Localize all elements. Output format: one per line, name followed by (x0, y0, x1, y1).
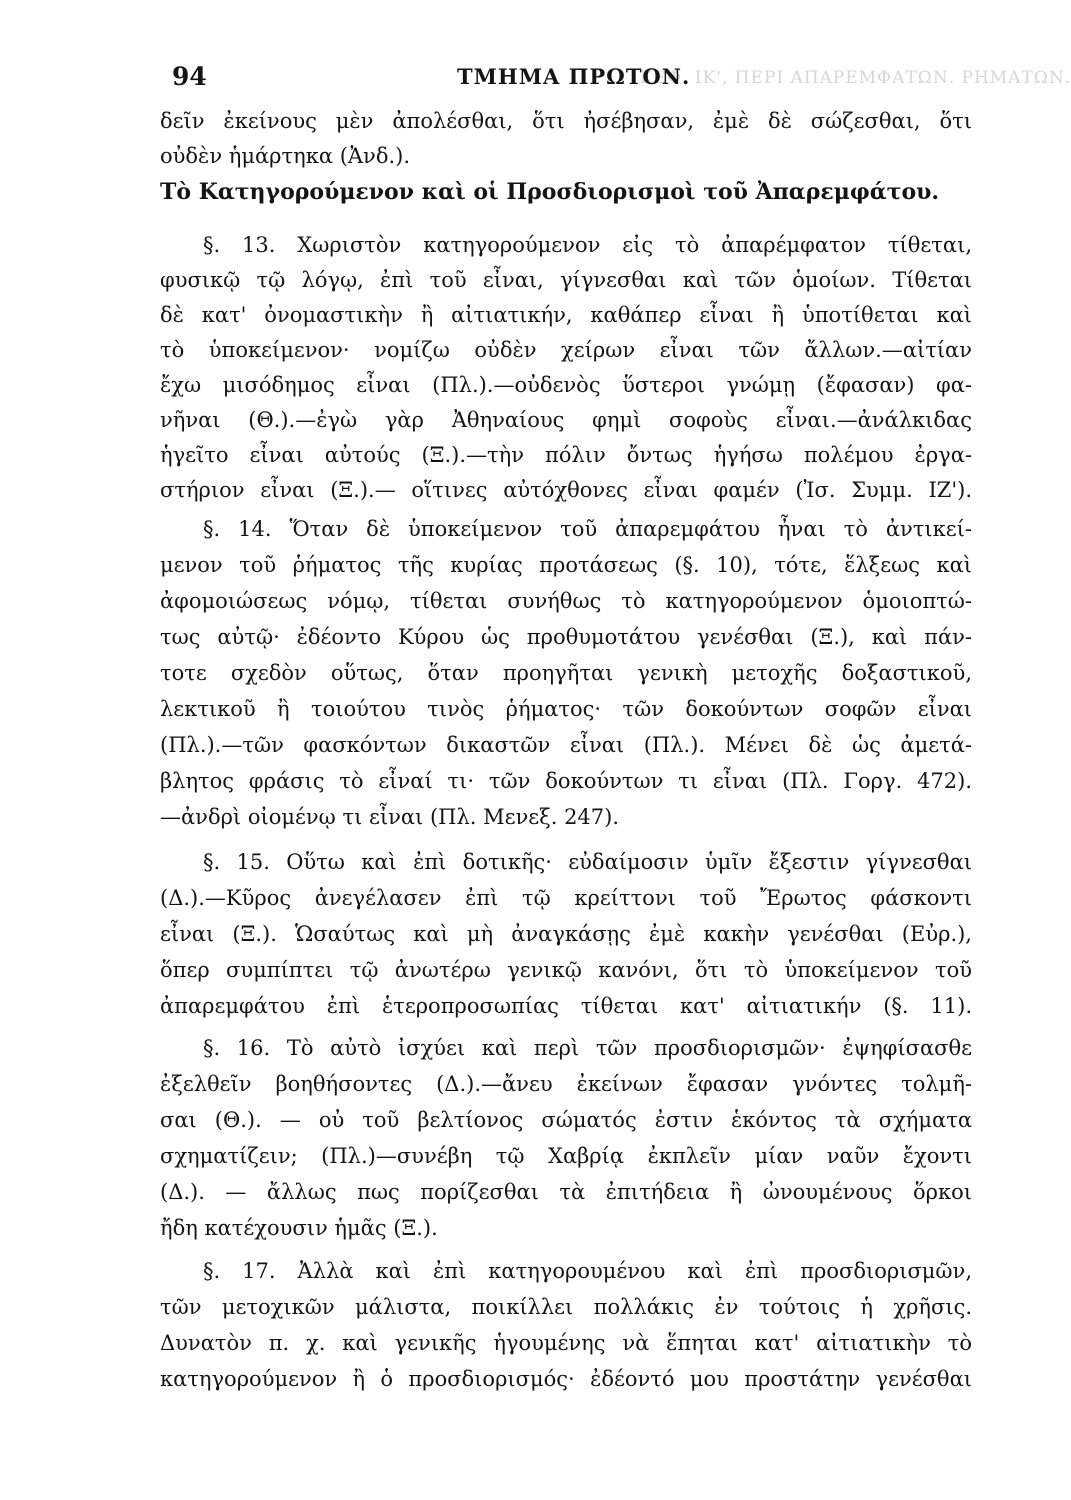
text-line: φυσικῷ τῷ λόγῳ, ἐπὶ τοῦ εἶναι, γίγνεσθαι καὶ τῶν ὁμοίων. Τίθεται (160, 268, 972, 292)
text-line: στήριον εἶναι (Ξ.).— οἵτινες αὐτόχθονες εἶναι φαμέν (Ἰσ. Συμμ. ΙΖ'). (160, 478, 972, 502)
text-line: οὐδὲν ἡμάρτηκα (Ἀνδ.). (160, 144, 411, 168)
text-line: τοτε σχεδὸν οὕτως, ὅταν προηγῆται γενικὴ μετοχῆς δοξαστικοῦ, (160, 661, 972, 685)
paragraph-line: §. 15. Οὕτω καὶ ἐπὶ δοτικῆς· εὐδαίμοσιν ὑμῖν ἔξεστιν γίγνεσθαι (203, 850, 972, 874)
text-line: ἤδη κατέχουσιν ἡμᾶς (Ξ.). (160, 1216, 438, 1240)
text-line: λεκτικοῦ ἢ τοιούτου τινὸς ῥήματος· τῶν δοκούντων σοφῶν εἶναι (160, 697, 972, 721)
text-line: τως αὐτῷ· ἐδέοντο Κύρου ὡς προθυμοτάτου γενέσθαι (Ξ.), καὶ πάν- (160, 625, 972, 649)
text-line: μενον τοῦ ῥήματος τῆς κυρίας προτάσεως (§. 10), τότε, ἕλξεως καὶ (160, 553, 972, 577)
paragraph-line: §. 13. Χωριστὸν κατηγορούμενον εἰς τὸ ἀπαρέμφατον τίθεται, (203, 233, 972, 257)
paragraph-line: §. 17. Ἀλλὰ καὶ ἐπὶ κατηγορουμένου καὶ ἐπὶ προσδιορισμῶν, (203, 1259, 972, 1283)
text-line: τῶν μετοχικῶν μάλιστα, ποικίλλει πολλάκις ἐν τούτοις ἡ χρῆσις. (160, 1295, 972, 1319)
text-line: ἀφομοιώσεως νόμῳ, τίθεται συνήθως τὸ κατηγορούμενον ὁμοιοπτώ- (160, 589, 972, 613)
text-line: ἡγεῖτο εἶναι αὐτούς (Ξ.).—τὴν πόλιν ὄντως ἡγήσω πολέμου ἐργα- (160, 443, 972, 467)
section-heading: Τὸ Κατηγορούμενον καὶ οἱ Προσδιορισμοὶ τοῦ Ἀπαρεμφάτου. (160, 179, 940, 205)
text-line: ἀπαρεμφάτου ἐπὶ ἑτεροπροσωπίας τίθεται κατ' αἰτιατικήν (§. 11). (160, 994, 972, 1018)
text-line: Δυνατὸν π. χ. καὶ γενικῆς ἡγουμένης νὰ ἕπηται κατ' αἰτιατικὴν τὸ (160, 1331, 972, 1355)
text-line: σαι (Θ.). — οὐ τοῦ βελτίονος σώματός ἐστιν ἑκόντος τὰ σχήματα (160, 1108, 972, 1132)
page-number: 94 (172, 62, 207, 91)
text-line: εἶναι (Ξ.). Ὡσαύτως καὶ μὴ ἀναγκάσῃς ἐμὲ κακὴν γενέσθαι (Εὐρ.), (160, 922, 972, 946)
text-line: ἐξελθεῖν βοηθήσοντες (Δ.).—ἄνευ ἐκείνων ἔφασαν γνόντες τολμῆ- (160, 1072, 972, 1096)
running-title: ΤΜΗΜΑ ΠΡΩΤΟΝ. (457, 64, 691, 89)
bleed-through-text: ΚΕΦ. ΙΚ', ΠΕΡΙ ΑΠΑΡΕΜΦΑΤΩΝ. ΡΗΜΑΤΩΝ. (640, 68, 1071, 88)
text-line: δεῖν ἐκείνους μὲν ἀπολέσθαι, ὅτι ἠσέβησαν, ἐμὲ δὲ σώζεσθαι, ὅτι (160, 109, 972, 133)
paragraph-line: §. 14. Ὅταν δὲ ὑποκείμενον τοῦ ἀπαρεμφάτου ἦναι τὸ ἀντικεί- (203, 517, 972, 541)
text-line: δὲ κατ' ὀνομαστικὴν ἢ αἰτιατικήν, καθάπερ εἶναι ἢ ὑποτίθεται καὶ (160, 303, 972, 327)
text-line: (Πλ.).—τῶν φασκόντων δικαστῶν εἶναι (Πλ.). Μένει δὲ ὡς ἀμετά- (160, 733, 972, 757)
text-line: σχηματίζειν; (Πλ.)—συνέβη τῷ Χαβρίᾳ ἐκπλεῖν μίαν ναῦν ἔχοντι (160, 1144, 972, 1168)
text-line: κατηγορούμενον ἢ ὁ προσδιορισμός· ἐδέοντό μου προστάτην γενέσθαι (160, 1367, 972, 1391)
paragraph-line: §. 16. Τὸ αὐτὸ ἰσχύει καὶ περὶ τῶν προσδιορισμῶν· ἐψηφίσασθε (203, 1036, 972, 1060)
text-line: ἔχω μισόδημος εἶναι (Πλ.).—οὐδενὸς ὕστεροι γνώμῃ (ἔφασαν) φα- (160, 373, 972, 397)
text-line: ὅπερ συμπίπτει τῷ ἀνωτέρω γενικῷ κανόνι, ὅτι τὸ ὑποκείμενον τοῦ (160, 958, 972, 982)
page-header (172, 62, 972, 98)
text-line: νῆναι (Θ.).—ἐγὼ γὰρ Ἀθηναίους φημὶ σοφοὺς εἶναι.—ἀνάλκιδας (160, 408, 972, 432)
text-line: (Δ.). — ἄλλως πως πορίζεσθαι τὰ ἐπιτήδεια ἢ ὠνουμένους ὅρκοι (160, 1180, 972, 1204)
text-line: τὸ ὑποκείμενον· νομίζω οὐδὲν χείρων εἶναι τῶν ἄλλων.—αἰτίαν (160, 338, 972, 362)
text-line: —ἀνδρὶ οἰομένῳ τι εἶναι (Πλ. Μενεξ. 247). (160, 805, 620, 829)
text-line: βλητος φράσις τὸ εἶναί τι· τῶν δοκούντων τι εἶναι (Πλ. Γοργ. 472). (160, 769, 972, 793)
text-line: (Δ.).—Κῦρος ἀνεγέλασεν ἐπὶ τῷ κρείττονι τοῦ Ἔρωτος φάσκοντι (160, 886, 972, 910)
